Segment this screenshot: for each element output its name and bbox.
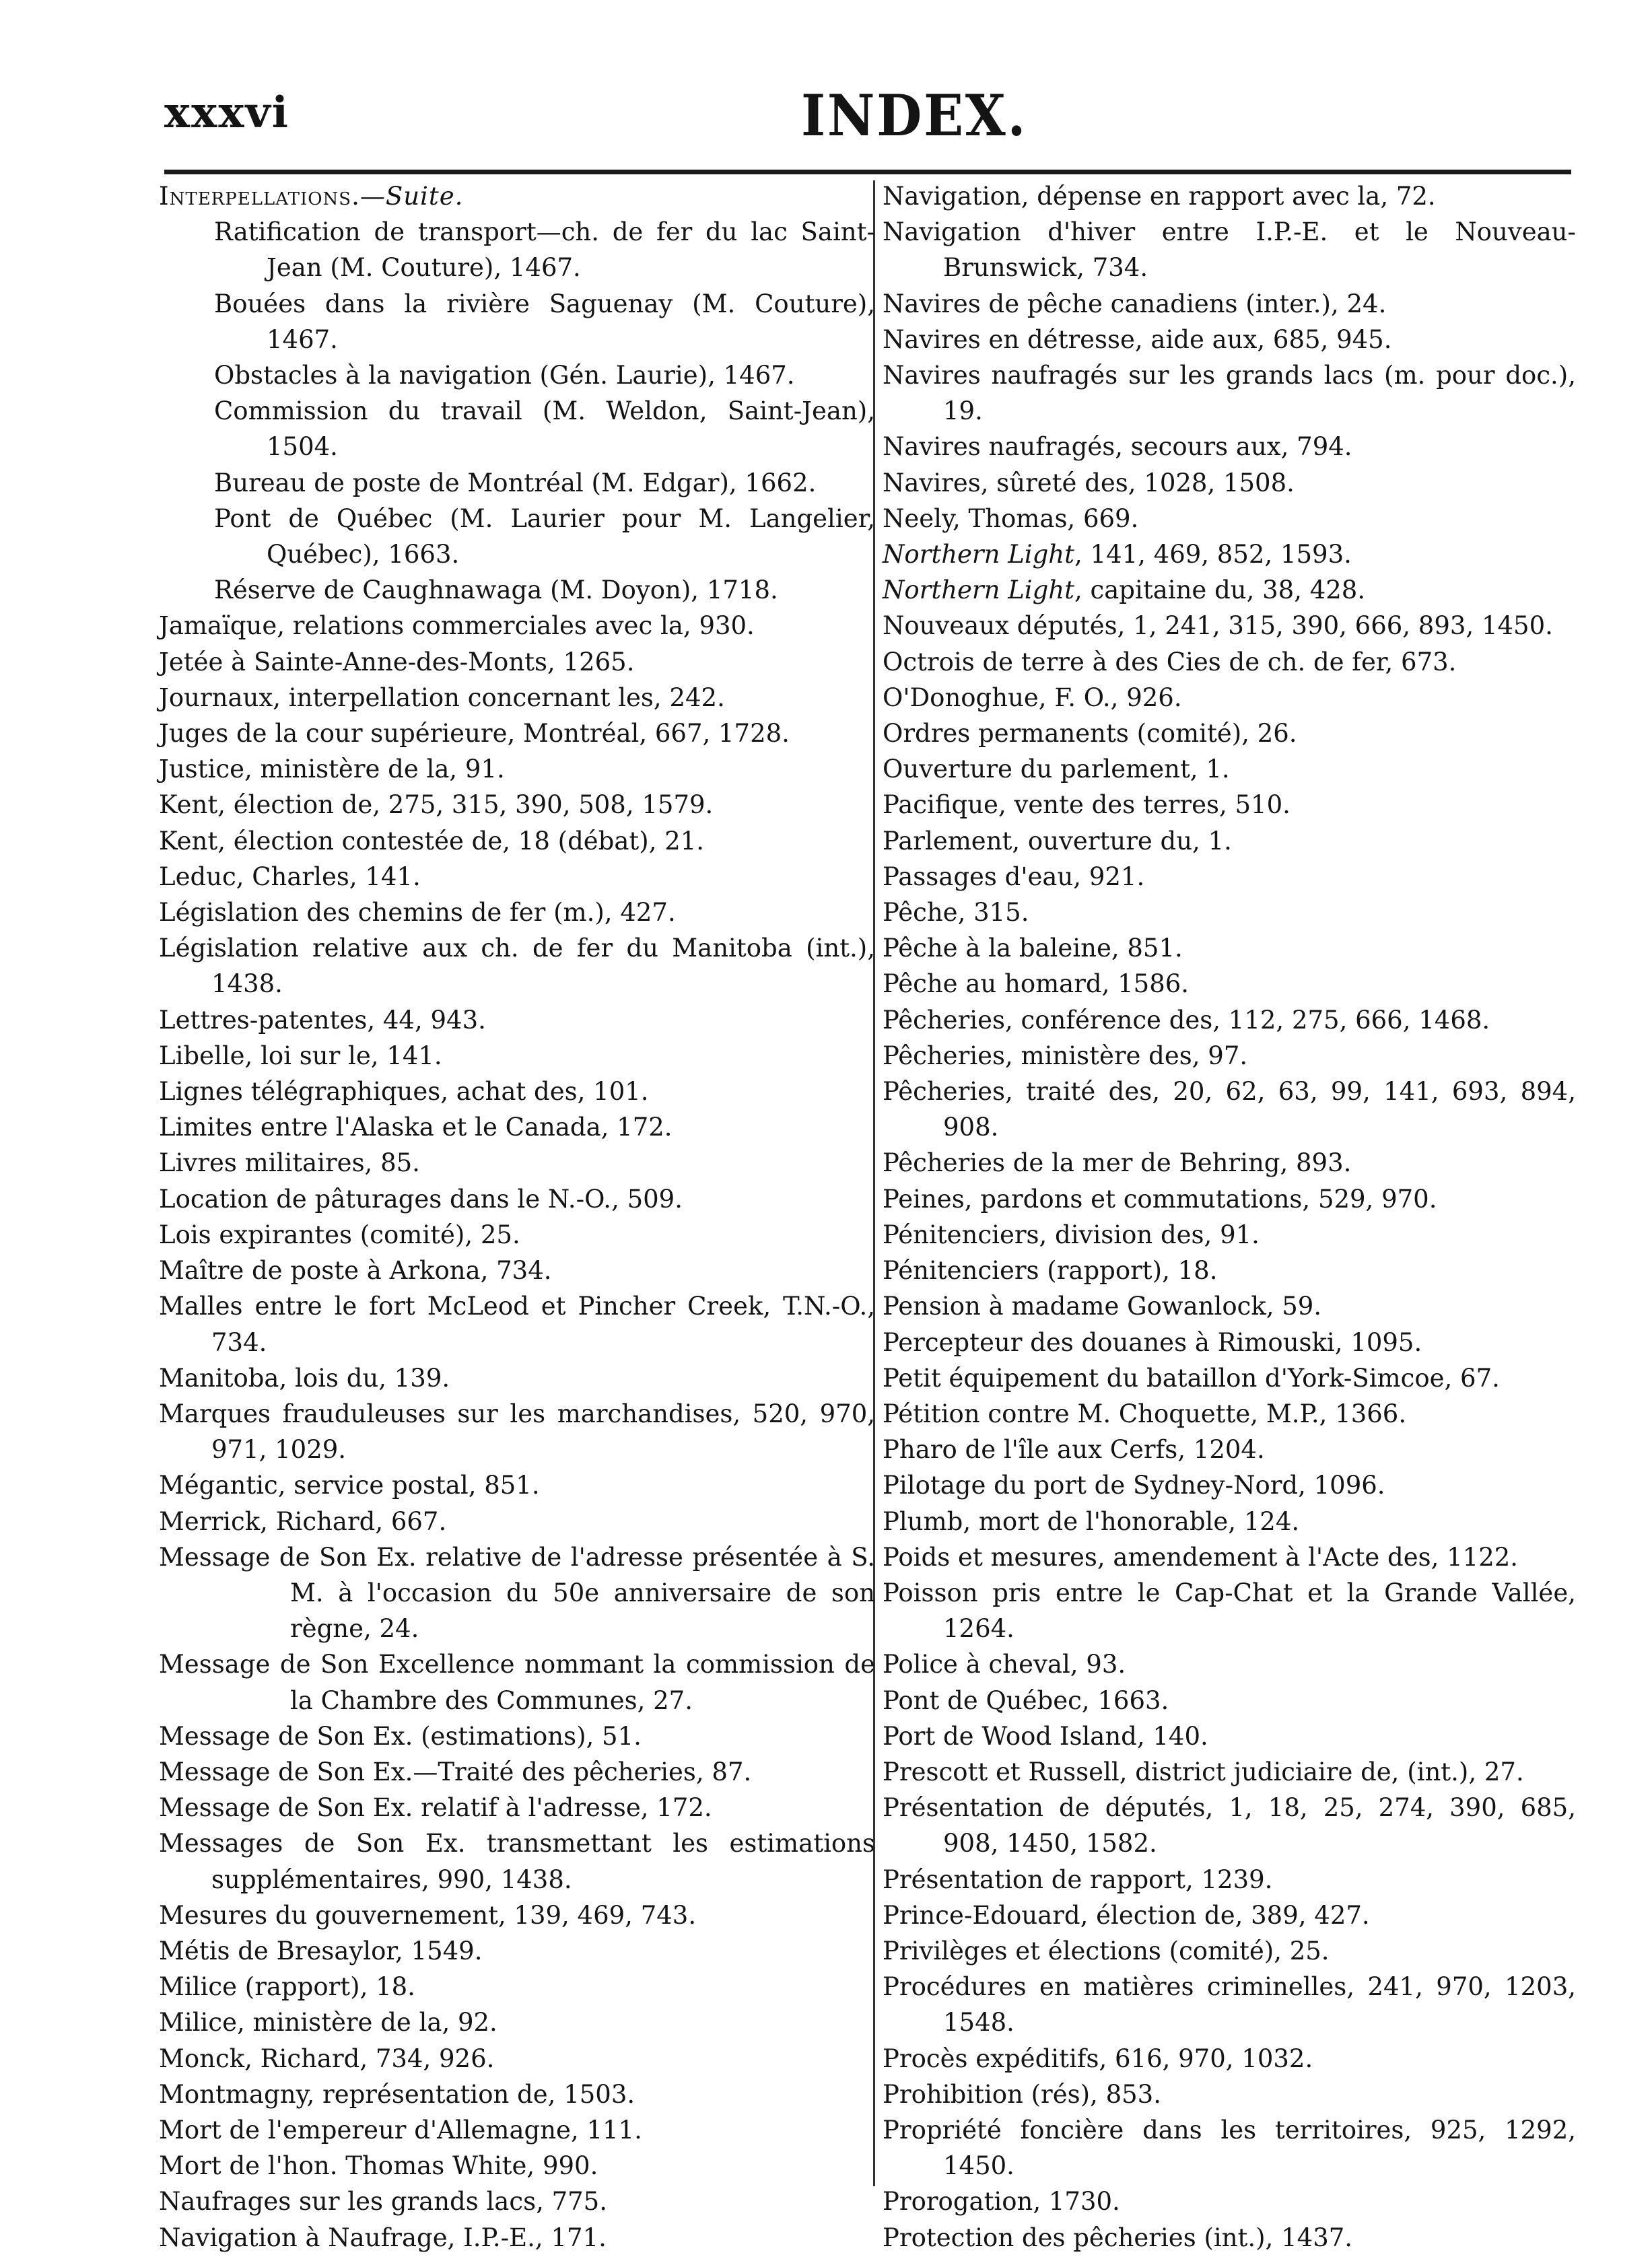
index-entry: Milice (rapport), 18.	[159, 1972, 415, 2002]
index-entry: Pension à madame Gowanlock, 59.	[883, 1292, 1322, 1321]
index-entry: Législation relative aux ch. de fer du Manitoba (int.), 1438.	[159, 934, 875, 999]
index-entry: Navires naufragés sur les grands lacs (m. pour doc.), 19.	[883, 361, 1576, 426]
index-entry: Navigation d'hiver entre I.P.-E. et le Nouveau-Brunswick, 734.	[883, 217, 1576, 283]
index-entry: Juges de la cour supérieure, Montréal, 667, 1728.	[159, 719, 790, 748]
index-entry: Pêche à la baleine, 851.	[883, 934, 1183, 963]
index-entry	[883, 536, 1576, 572]
entry-ship-name: Northern Light	[883, 576, 1074, 605]
index-entry: Message de Son Ex. relatif à l'adresse, 172.	[159, 1793, 712, 1823]
index-entry: Port de Wood Island, 140.	[883, 1721, 1208, 1751]
index-entry: Naufrages sur les grands lacs, 775.	[159, 2187, 607, 2217]
index-entry: Navires de pêche canadiens (inter.), 24.	[883, 289, 1387, 318]
index-entry: Procédures en matières criminelles, 241, 970, 1203, 1548.	[883, 1972, 1576, 2038]
index-entry: Mesures du gouvernement, 139, 469, 743.	[159, 1900, 697, 1930]
index-entry: Prohibition (rés), 853.	[883, 2079, 1161, 2109]
index-entry: Ratification de transport—ch. de fer du lac Saint-Jean (M. Couture), 1467.	[214, 217, 875, 283]
entry-ship-name: Northern Light	[883, 540, 1074, 569]
index-entry: Lignes télégraphiques, achat des, 101.	[159, 1077, 649, 1107]
index-entry: Limites entre l'Alaska et le Canada, 172.	[159, 1113, 673, 1142]
sub-entry-list	[159, 214, 875, 608]
index-entry: Milice, ministère de la, 92.	[159, 2008, 497, 2038]
section-head	[159, 178, 875, 214]
index-entry: Navires, sûreté des, 1028, 1508.	[883, 468, 1295, 497]
index-entry: Métis de Bresaylor, 1549.	[159, 1936, 483, 1965]
index-entry: Messages de Son Ex. transmettant les estimations supplémentaires, 990, 1438.	[159, 1829, 875, 1894]
index-entry: Merrick, Richard, 667.	[159, 1506, 447, 1536]
index-entry: Pêche, 315.	[883, 898, 1029, 928]
index-entry: Lois expirantes (comité), 25.	[159, 1220, 520, 1249]
index-entry: Législation des chemins de fer (m.), 427.	[159, 898, 676, 928]
index-entry: Leduc, Charles, 141.	[159, 862, 421, 891]
index-entry: Ordres permanents (comité), 26.	[883, 719, 1297, 748]
entry-list-continued	[159, 1718, 875, 2256]
index-entry: Police à cheval, 93.	[883, 1650, 1126, 1679]
section-head-suffix: Suite.	[385, 182, 464, 211]
index-entry: Octrois de terre à des Cies de ch. de fer, 673.	[883, 647, 1457, 676]
index-entry: Bureau de poste de Montréal (M. Edgar), 1662.	[214, 468, 817, 497]
entry-list-continued	[883, 608, 1576, 2255]
entry-list	[883, 178, 1576, 536]
page-number: xxxvi	[164, 88, 289, 138]
index-entry: Poids et mesures, amendement à l'Acte des, 1122.	[883, 1542, 1519, 1572]
index-entry: Message de Son Ex. relative de l'adresse présentée à S. M. à l'occasion du 50e anniversaire de son règne, 24.	[159, 1542, 875, 1644]
index-entry: Pacifique, vente des terres, 510.	[883, 790, 1290, 820]
index-entry: Peines, pardons et commutations, 529, 970.	[883, 1184, 1437, 1214]
index-entry: Passages d'eau, 921.	[883, 862, 1145, 891]
index-entry: Navires naufragés, secours aux, 794.	[883, 432, 1352, 462]
index-entry: Mort de l'hon. Thomas White, 990.	[159, 2151, 598, 2181]
index-entry: Journaux, interpellation concernant les, 242.	[159, 683, 725, 712]
index-entry: Maître de poste à Arkona, 734.	[159, 1256, 552, 1286]
index-entry: Navigation, dépense en rapport avec la, 72.	[883, 182, 1436, 211]
entry-pages: , capitaine du, 38, 428.	[1074, 576, 1366, 605]
index-entry: Nouveaux députés, 1, 241, 315, 390, 666, 893, 1450.	[883, 611, 1553, 641]
index-entry: Prorogation, 1730.	[883, 2187, 1120, 2217]
index-entry: Privilèges et élections (comité), 25.	[883, 1936, 1330, 1965]
index-entry: Pharo de l'île aux Cerfs, 1204.	[883, 1435, 1265, 1465]
index-entry: O'Donoghue, F. O., 926.	[883, 683, 1182, 712]
index-entry: Livres militaires, 85.	[159, 1148, 420, 1178]
header-rule	[164, 170, 1571, 174]
index-entry: Mort de l'empereur d'Allemagne, 111.	[159, 2115, 642, 2145]
index-entry: Jamaïque, relations commerciales avec la, 930.	[159, 611, 755, 641]
index-entry: Monck, Richard, 734, 926.	[159, 2044, 495, 2073]
index-entry: Kent, élection contestée de, 18 (débat), 21.	[159, 826, 705, 856]
index-entry: Mégantic, service postal, 851.	[159, 1471, 540, 1500]
index-entry: Pêcheries, ministère des, 97.	[883, 1041, 1248, 1070]
index-entry: Lettres-patentes, 44, 943.	[159, 1005, 486, 1035]
index-entry: Pêcheries, traité des, 20, 62, 63, 99, 141, 693, 894, 908.	[883, 1077, 1576, 1142]
index-entry: Navires en détresse, aide aux, 685, 945.	[883, 324, 1392, 354]
index-entry: Pilotage du port de Sydney-Nord, 1096.	[883, 1471, 1385, 1500]
index-entry: Bouées dans la rivière Saguenay (M. Couture), 1467.	[214, 289, 875, 354]
index-entry: Pénitenciers (rapport), 18.	[883, 1256, 1218, 1286]
entry-pages: , 141, 469, 852, 1593.	[1074, 540, 1352, 569]
right-column	[883, 178, 1576, 2256]
index-entry: Pétition contre M. Choquette, M.P., 1366.	[883, 1399, 1407, 1428]
index-entry: Kent, élection de, 275, 315, 390, 508, 1579.	[159, 790, 714, 820]
index-entry: Message de Son Excellence nommant la commission de la Chambre des Communes, 27.	[159, 1650, 875, 1715]
index-entry: Réserve de Caughnawaga (M. Doyon), 1718.	[214, 576, 778, 605]
section-head-label: Interpellations.—	[159, 182, 386, 211]
index-entry: Parlement, ouverture du, 1.	[883, 826, 1232, 856]
page-title: INDEX.	[801, 82, 1028, 149]
index-entry: Plumb, mort de l'honorable, 124.	[883, 1506, 1300, 1536]
index-entry: Propriété foncière dans les territoires, 925, 1292, 1450.	[883, 2115, 1576, 2181]
index-entry: Message de Son Ex.—Traité des pêcheries, 87.	[159, 1757, 752, 1786]
index-entry: Malles entre le fort McLeod et Pincher Creek, T.N.-O., 734.	[159, 1292, 875, 1357]
index-entry: Pénitenciers, division des, 91.	[883, 1220, 1260, 1249]
italic-entry-list	[883, 536, 1576, 608]
index-entry: Neely, Thomas, 669.	[883, 503, 1139, 533]
index-entry: Poisson pris entre le Cap-Chat et la Grande Vallée, 1264.	[883, 1578, 1576, 1644]
index-entry: Obstacles à la navigation (Gén. Laurie), 1467.	[214, 361, 795, 390]
index-entry: Pêcheries, conférence des, 112, 275, 666, 1468.	[883, 1005, 1490, 1035]
index-entry: Petit équipement du bataillon d'York-Simcoe, 67.	[883, 1363, 1500, 1393]
index-entry: Pêche au homard, 1586.	[883, 969, 1190, 999]
index-entry: Manitoba, lois du, 139.	[159, 1363, 450, 1393]
index-entry: Protection des pêcheries (int.), 1437.	[883, 2223, 1353, 2252]
index-entry: Location de pâturages dans le N.-O., 509.	[159, 1184, 683, 1214]
index-entry: Marques frauduleuses sur les marchandises, 520, 970, 971, 1029.	[159, 1399, 875, 1465]
index-entry: Commission du travail (M. Weldon, Saint-Jean), 1504.	[214, 396, 875, 462]
index-entry: Navigation à Naufrage, I.P.-E., 171.	[159, 2223, 607, 2252]
index-entry: Présentation de députés, 1, 18, 25, 274, 390, 685, 908, 1450, 1582.	[883, 1793, 1576, 1858]
index-entry	[883, 572, 1576, 608]
entry-list	[159, 608, 875, 1539]
wide-entry-list	[159, 1539, 875, 1718]
index-entry: Pêcheries de la mer de Behring, 893.	[883, 1148, 1352, 1178]
index-entry: Procès expéditifs, 616, 970, 1032.	[883, 2044, 1313, 2073]
index-entry: Justice, ministère de la, 91.	[159, 755, 505, 784]
index-entry: Percepteur des douanes à Rimouski, 1095.	[883, 1327, 1422, 1357]
index-entry: Présentation de rapport, 1239.	[883, 1865, 1273, 1894]
index-entry: Jetée à Sainte-Anne-des-Monts, 1265.	[159, 647, 635, 676]
index-entry: Message de Son Ex. (estimations), 51.	[159, 1721, 642, 1751]
left-column	[159, 178, 875, 2256]
index-entry: Libelle, loi sur le, 141.	[159, 1041, 442, 1070]
index-entry: Pont de Québec (M. Laurier pour M. Langelier, Québec), 1663.	[214, 503, 875, 569]
index-entry: Prince-Edouard, élection de, 389, 427.	[883, 1900, 1370, 1930]
index-entry: Montmagny, représentation de, 1503.	[159, 2079, 635, 2109]
index-entry: Prescott et Russell, district judiciaire de, (int.), 27.	[883, 1757, 1524, 1786]
index-entry: Pont de Québec, 1663.	[883, 1685, 1169, 1715]
index-entry: Ouverture du parlement, 1.	[883, 755, 1230, 784]
